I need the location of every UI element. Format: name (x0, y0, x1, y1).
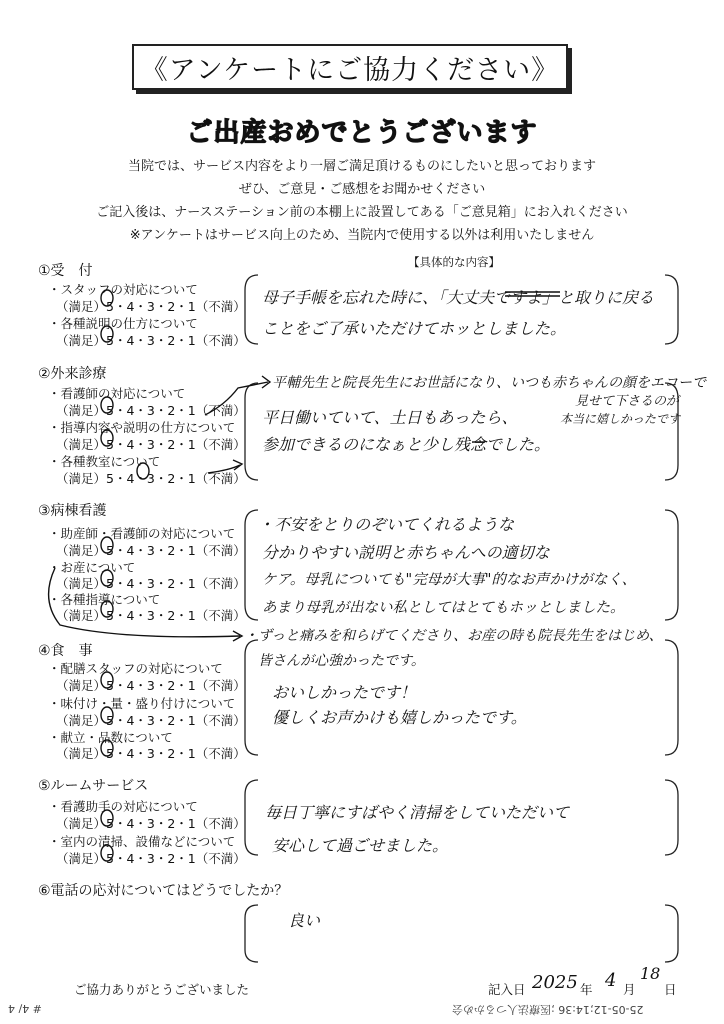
rating-scale: （満足）5・4・3・2・1（不満） (56, 851, 246, 866)
item-label: ・看護助手の対応について (48, 799, 198, 814)
date-month: 4 (605, 970, 617, 991)
rating-scale: （満足）5・4・3・2・1（不満） (56, 333, 246, 348)
rating-scale: （満足）5・4・3・2・1（不満） (56, 403, 246, 418)
comment-line: 分かりやすい説明と赤ちゃんへの適切な (262, 543, 550, 562)
rating-scale: （満足）5・4・3・2・1（不満） (56, 713, 246, 728)
year-unit: 年 (580, 982, 593, 997)
item-label: ・助産師・看護師の対応について (48, 526, 236, 541)
date-label: 記入日 (488, 982, 526, 997)
comment-line: 平輔先生と院長先生にお世話になり、いつも赤ちゃんの顔をエコーで (272, 375, 706, 391)
rating-scale: （満足）5・4・3・2・1（不満） (56, 678, 246, 693)
fax-header: 25-05-12;14:36 ;医療法人つるかめ会 (452, 1003, 644, 1016)
comment-side: 見せて下さるのが (575, 394, 680, 409)
section-title-phone: ⑥電話の応対についてはどうでしたか？ (38, 883, 289, 899)
month-unit: 月 (623, 982, 636, 997)
comment-line: 良い (288, 911, 321, 930)
item-label: ・献立・品数について (48, 730, 173, 745)
section-title-reception: ①受 付 (38, 263, 93, 279)
rating-scale: （満足）5・4・3・2・1（不満） (56, 543, 246, 558)
item-label: ・室内の清掃、設備などについて (48, 834, 236, 849)
item-label: ・お産について (48, 560, 136, 575)
comment-line: ケア。母乳についても"完母が大事"的なお声かけがなく、 (262, 572, 637, 588)
page-title: 《アンケートにご協力ください》 (132, 44, 568, 90)
date-day: 18 (640, 964, 661, 983)
item-label: ・指導内容や説明の仕方について (48, 420, 236, 435)
section-title-room-service: ⑤ルームサービス (38, 778, 149, 794)
comment-line: ・不安をとりのぞいてくれるような (258, 515, 515, 534)
section-title-meals: ④食 事 (38, 643, 93, 659)
rating-scale: （満足）5・4・3・2・1（不満） (56, 437, 246, 452)
intro-line-3: ご記入後は、ナースステーション前の本棚上に設置してある「ご意見箱」にお入れください (96, 205, 628, 220)
intro-line-4: ※アンケートはサービス向上のため、当院内で使用する以外は利用いたしません (129, 228, 595, 243)
section-title-outpatient: ②外来診療 (38, 366, 107, 382)
comment-line: 毎日丁寧にすばやく清掃をしていただいて (265, 803, 570, 822)
rating-scale: （満足）5・4・3・2・1（不満） (56, 299, 246, 314)
section-title-ward-nursing: ③病棟看護 (38, 503, 107, 519)
comment-line: 参加できるのになぁと少し残念でした。 (262, 435, 551, 454)
day-unit: 日 (664, 982, 677, 997)
item-label: ・味付け・量・盛り付けについて (48, 696, 236, 711)
comment-line: あまり母乳が出ない私としてはとてもホッとしました。 (262, 600, 625, 616)
item-label: ・各種指導について (48, 592, 161, 607)
item-label: ・配膳スタッフの対応について (48, 661, 223, 676)
comment-side: 本当に嬉しかったです (560, 412, 681, 426)
intro-line-2: ぜひ、ご意見・ご感想をお聞かせください (238, 182, 486, 197)
comment-line: 皆さんが心強かったです。 (258, 653, 425, 669)
rating-scale: （満足）5・4・3・2・1（不満） (56, 471, 246, 486)
rating-scale: （満足）5・4・3・2・1（不満） (56, 816, 246, 831)
rating-scale: （満足）5・4・3・2・1（不満） (56, 746, 246, 761)
comment-line: ・ずっと痛みを和らげてくださり、お産の時も院長先生をはじめ、 (244, 628, 663, 644)
comment-line: 平日働いていて、土日もあったら、 (262, 408, 518, 427)
rating-scale: （満足）5・4・3・2・1（不満） (56, 608, 246, 623)
item-label: ・各種教室について (48, 454, 161, 469)
comment-line: 母子手帳を忘れた時に、「大丈夫ですよ」と取りに戻る (262, 288, 655, 307)
subtitle: ご出産おめでとうございます (186, 118, 538, 148)
comment-line: 安心して過ごせました。 (272, 836, 449, 855)
comment-line: ことをご了承いただけてホッとしました。 (262, 319, 567, 338)
detail-header: 【具体的な内容】 (408, 255, 500, 269)
rating-scale: （満足）5・4・3・2・1（不満） (56, 576, 246, 591)
comment-line: 優しくお声かけも嬉しかったです。 (272, 708, 527, 727)
item-label: ・看護師の対応について (48, 386, 186, 401)
date-year: 2025 (532, 972, 578, 993)
item-label: ・スタッフの対応について (48, 282, 198, 297)
intro-line-1: 当院では、サービス内容をより一層ご満足頂けるものにしたいと思っております (127, 159, 596, 174)
page-number: # 4/ 4 (8, 1002, 42, 1015)
comment-line: おいしかったです！ (272, 683, 417, 702)
thanks-text: ご協力ありがとうございました (74, 982, 250, 997)
item-label: ・各種説明の仕方について (48, 316, 198, 331)
